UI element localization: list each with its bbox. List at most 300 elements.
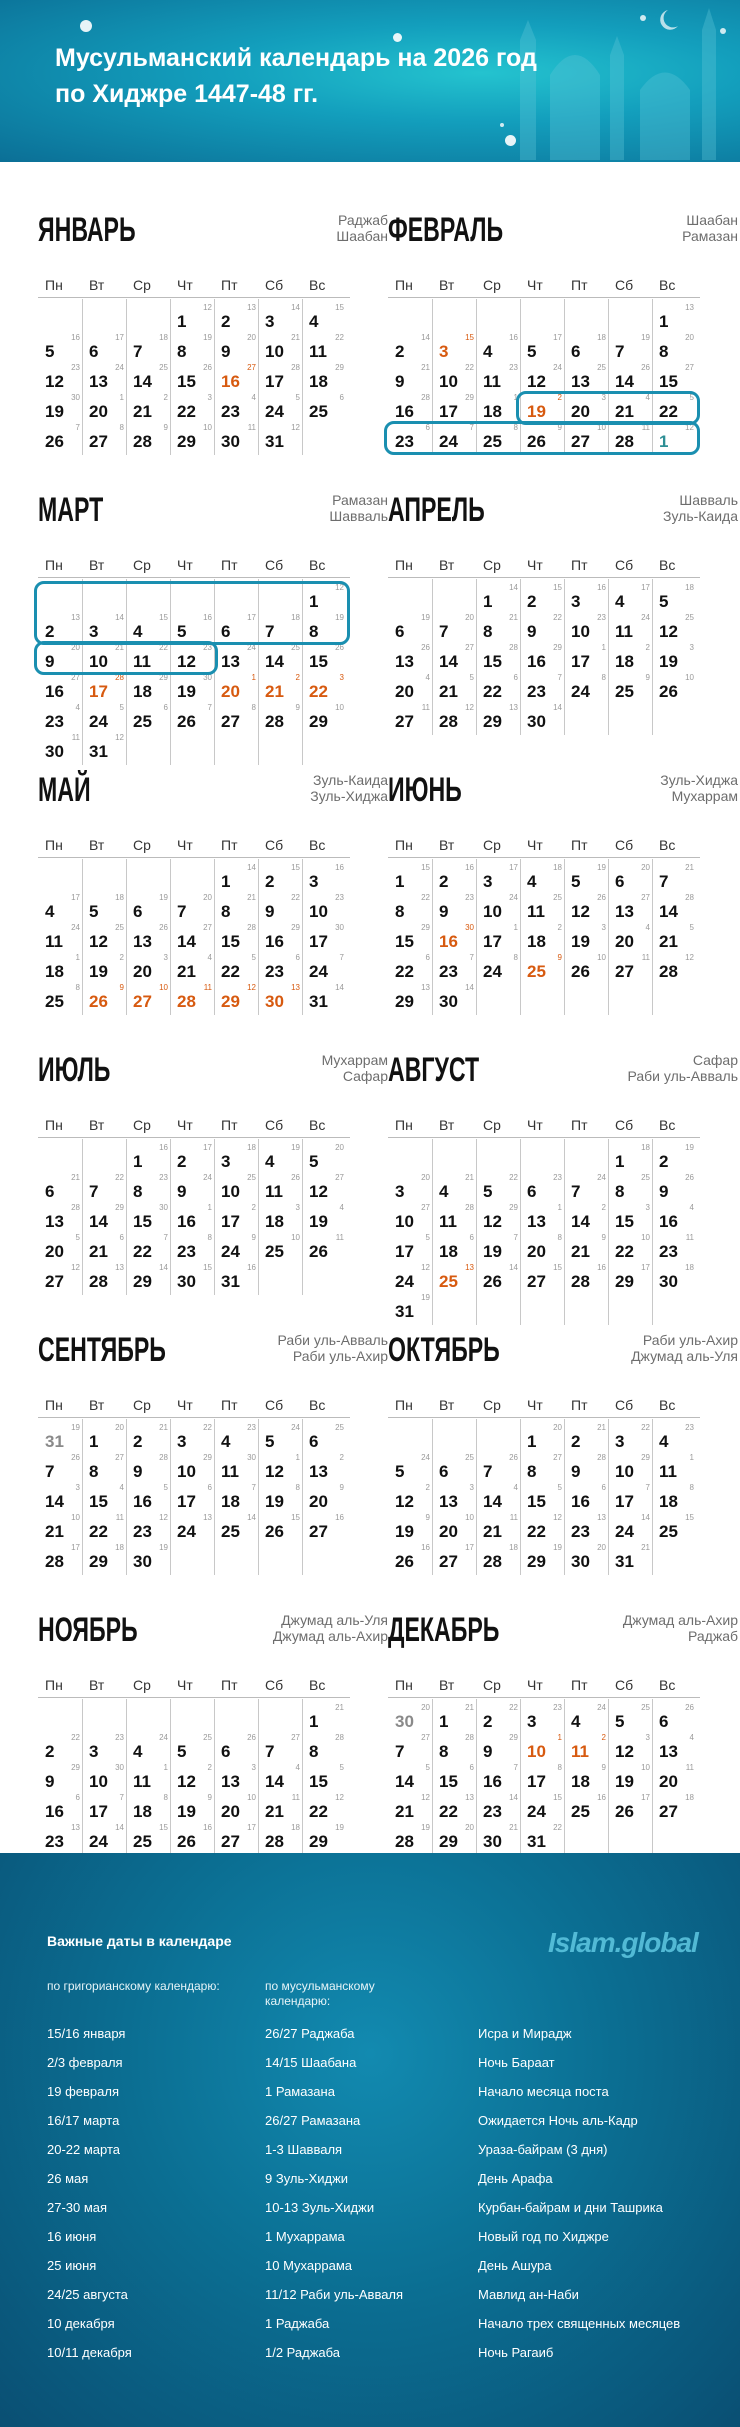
day-cell[interactable]	[126, 1543, 170, 1573]
day-cell[interactable]	[302, 1143, 346, 1173]
day-cell[interactable]	[564, 1513, 608, 1543]
day-cell[interactable]	[302, 1453, 346, 1483]
day-cell[interactable]	[388, 703, 432, 733]
day-cell[interactable]	[520, 1793, 564, 1823]
day-cell[interactable]	[126, 1513, 170, 1543]
day-cell[interactable]	[564, 1543, 608, 1573]
day-cell[interactable]	[214, 1513, 258, 1543]
day-cell[interactable]	[302, 333, 346, 363]
day-cell[interactable]	[476, 1513, 520, 1543]
day-cell[interactable]	[652, 1453, 696, 1483]
day-cell[interactable]	[214, 1823, 258, 1853]
day-cell[interactable]	[388, 953, 432, 983]
day-cell[interactable]	[564, 923, 608, 953]
day-cell[interactable]	[258, 1483, 302, 1513]
day-cell[interactable]	[432, 983, 476, 1013]
day-cell[interactable]	[170, 893, 214, 923]
day-cell[interactable]	[564, 333, 608, 363]
day-cell[interactable]	[520, 673, 564, 703]
day-cell[interactable]	[258, 923, 302, 953]
day-cell[interactable]	[608, 393, 652, 423]
day-cell[interactable]	[258, 953, 302, 983]
day-cell[interactable]	[170, 1233, 214, 1263]
day-cell[interactable]	[126, 893, 170, 923]
day-cell[interactable]	[432, 1703, 476, 1733]
day-cell[interactable]	[388, 1173, 432, 1203]
day-cell[interactable]	[82, 1763, 126, 1793]
day-cell[interactable]	[258, 1233, 302, 1263]
day-cell[interactable]	[432, 1483, 476, 1513]
day-cell[interactable]	[82, 333, 126, 363]
day-cell[interactable]	[214, 1233, 258, 1263]
day-cell[interactable]	[476, 583, 520, 613]
day-cell[interactable]	[564, 423, 608, 453]
day-cell[interactable]	[608, 643, 652, 673]
day-cell[interactable]	[126, 363, 170, 393]
day-cell[interactable]	[302, 643, 346, 673]
day-cell[interactable]	[258, 893, 302, 923]
day-cell[interactable]	[302, 303, 346, 333]
day-cell[interactable]	[652, 363, 696, 393]
day-cell[interactable]	[564, 363, 608, 393]
day-cell[interactable]	[608, 923, 652, 953]
day-cell[interactable]	[170, 1513, 214, 1543]
day-cell[interactable]	[302, 1203, 346, 1233]
day-cell[interactable]	[302, 1483, 346, 1513]
day-cell[interactable]	[38, 923, 82, 953]
day-cell[interactable]	[652, 423, 696, 453]
day-cell[interactable]	[652, 1203, 696, 1233]
day-cell[interactable]	[258, 1423, 302, 1453]
day-cell[interactable]	[214, 423, 258, 453]
day-cell[interactable]	[432, 333, 476, 363]
day-cell[interactable]	[38, 673, 82, 703]
day-cell[interactable]	[520, 1483, 564, 1513]
day-cell[interactable]	[476, 1733, 520, 1763]
day-cell[interactable]	[520, 363, 564, 393]
day-cell[interactable]	[564, 1483, 608, 1513]
day-cell[interactable]	[388, 1763, 432, 1793]
day-cell[interactable]	[564, 1763, 608, 1793]
day-cell[interactable]	[258, 1793, 302, 1823]
day-cell[interactable]	[170, 613, 214, 643]
day-cell[interactable]	[432, 423, 476, 453]
day-cell[interactable]	[82, 923, 126, 953]
day-cell[interactable]	[388, 1513, 432, 1543]
day-cell[interactable]	[608, 363, 652, 393]
day-cell[interactable]	[388, 1543, 432, 1573]
day-cell[interactable]	[302, 613, 346, 643]
day-cell[interactable]	[564, 863, 608, 893]
day-cell[interactable]	[126, 1203, 170, 1233]
day-cell[interactable]	[214, 303, 258, 333]
day-cell[interactable]	[302, 1823, 346, 1853]
day-cell[interactable]	[388, 613, 432, 643]
day-cell[interactable]	[652, 1793, 696, 1823]
day-cell[interactable]	[302, 1733, 346, 1763]
day-cell[interactable]	[608, 953, 652, 983]
day-cell[interactable]	[38, 1793, 82, 1823]
day-cell[interactable]	[476, 333, 520, 363]
day-cell[interactable]	[520, 953, 564, 983]
day-cell[interactable]	[38, 1823, 82, 1853]
day-cell[interactable]	[476, 1233, 520, 1263]
day-cell[interactable]	[258, 1173, 302, 1203]
day-cell[interactable]	[38, 333, 82, 363]
day-cell[interactable]	[170, 923, 214, 953]
day-cell[interactable]	[38, 1733, 82, 1763]
day-cell[interactable]	[214, 1143, 258, 1173]
day-cell[interactable]	[388, 893, 432, 923]
day-cell[interactable]	[432, 1733, 476, 1763]
day-cell[interactable]	[126, 423, 170, 453]
day-cell[interactable]	[214, 703, 258, 733]
day-cell[interactable]	[652, 1233, 696, 1263]
day-cell[interactable]	[38, 1513, 82, 1543]
day-cell[interactable]	[302, 1233, 346, 1263]
day-cell[interactable]	[476, 703, 520, 733]
day-cell[interactable]	[170, 1203, 214, 1233]
day-cell[interactable]	[388, 423, 432, 453]
day-cell[interactable]	[126, 1733, 170, 1763]
day-cell[interactable]	[126, 983, 170, 1013]
day-cell[interactable]	[564, 953, 608, 983]
day-cell[interactable]	[82, 1423, 126, 1453]
day-cell[interactable]	[214, 923, 258, 953]
day-cell[interactable]	[126, 1233, 170, 1263]
day-cell[interactable]	[126, 1823, 170, 1853]
day-cell[interactable]	[258, 363, 302, 393]
day-cell[interactable]	[126, 673, 170, 703]
day-cell[interactable]	[476, 863, 520, 893]
day-cell[interactable]	[214, 1423, 258, 1453]
day-cell[interactable]	[82, 643, 126, 673]
day-cell[interactable]	[564, 613, 608, 643]
day-cell[interactable]	[608, 1703, 652, 1733]
day-cell[interactable]	[126, 1143, 170, 1173]
day-cell[interactable]	[476, 1483, 520, 1513]
day-cell[interactable]	[214, 983, 258, 1013]
day-cell[interactable]	[38, 983, 82, 1013]
day-cell[interactable]	[258, 703, 302, 733]
day-cell[interactable]	[214, 673, 258, 703]
day-cell[interactable]	[388, 1263, 432, 1293]
day-cell[interactable]	[432, 953, 476, 983]
day-cell[interactable]	[214, 1263, 258, 1293]
day-cell[interactable]	[520, 393, 564, 423]
day-cell[interactable]	[82, 893, 126, 923]
day-cell[interactable]	[608, 1203, 652, 1233]
day-cell[interactable]	[608, 1793, 652, 1823]
day-cell[interactable]	[520, 863, 564, 893]
day-cell[interactable]	[432, 1263, 476, 1293]
day-cell[interactable]	[564, 1453, 608, 1483]
day-cell[interactable]	[126, 703, 170, 733]
day-cell[interactable]	[520, 643, 564, 673]
day-cell[interactable]	[652, 393, 696, 423]
day-cell[interactable]	[432, 893, 476, 923]
day-cell[interactable]	[302, 1703, 346, 1733]
day-cell[interactable]	[476, 1763, 520, 1793]
day-cell[interactable]	[38, 393, 82, 423]
day-cell[interactable]	[476, 393, 520, 423]
day-cell[interactable]	[82, 1483, 126, 1513]
day-cell[interactable]	[82, 1733, 126, 1763]
day-cell[interactable]	[82, 1453, 126, 1483]
day-cell[interactable]	[564, 893, 608, 923]
day-cell[interactable]	[126, 1453, 170, 1483]
day-cell[interactable]	[388, 1823, 432, 1853]
day-cell[interactable]	[432, 1173, 476, 1203]
day-cell[interactable]	[564, 583, 608, 613]
day-cell[interactable]	[564, 643, 608, 673]
day-cell[interactable]	[652, 1483, 696, 1513]
day-cell[interactable]	[82, 1203, 126, 1233]
day-cell[interactable]	[82, 1543, 126, 1573]
day-cell[interactable]	[388, 983, 432, 1013]
day-cell[interactable]	[258, 643, 302, 673]
day-cell[interactable]	[520, 1513, 564, 1543]
day-cell[interactable]	[302, 393, 346, 423]
day-cell[interactable]	[608, 1143, 652, 1173]
day-cell[interactable]	[82, 1823, 126, 1853]
day-cell[interactable]	[520, 423, 564, 453]
day-cell[interactable]	[170, 1733, 214, 1763]
day-cell[interactable]	[170, 983, 214, 1013]
day-cell[interactable]	[214, 1763, 258, 1793]
day-cell[interactable]	[608, 1543, 652, 1573]
day-cell[interactable]	[388, 923, 432, 953]
day-cell[interactable]	[214, 863, 258, 893]
day-cell[interactable]	[388, 1703, 432, 1733]
day-cell[interactable]	[302, 1173, 346, 1203]
day-cell[interactable]	[38, 1543, 82, 1573]
day-cell[interactable]	[82, 673, 126, 703]
day-cell[interactable]	[652, 613, 696, 643]
day-cell[interactable]	[258, 333, 302, 363]
day-cell[interactable]	[258, 1823, 302, 1853]
day-cell[interactable]	[126, 1793, 170, 1823]
day-cell[interactable]	[388, 1233, 432, 1263]
day-cell[interactable]	[520, 703, 564, 733]
day-cell[interactable]	[564, 1263, 608, 1293]
day-cell[interactable]	[476, 673, 520, 703]
day-cell[interactable]	[258, 613, 302, 643]
day-cell[interactable]	[38, 613, 82, 643]
day-cell[interactable]	[652, 1733, 696, 1763]
day-cell[interactable]	[82, 953, 126, 983]
day-cell[interactable]	[476, 923, 520, 953]
day-cell[interactable]	[432, 1543, 476, 1573]
day-cell[interactable]	[608, 613, 652, 643]
day-cell[interactable]	[170, 333, 214, 363]
day-cell[interactable]	[126, 333, 170, 363]
day-cell[interactable]	[38, 1263, 82, 1293]
day-cell[interactable]	[388, 1483, 432, 1513]
day-cell[interactable]	[432, 863, 476, 893]
day-cell[interactable]	[652, 893, 696, 923]
day-cell[interactable]	[432, 393, 476, 423]
day-cell[interactable]	[170, 1453, 214, 1483]
day-cell[interactable]	[214, 1203, 258, 1233]
day-cell[interactable]	[476, 1703, 520, 1733]
day-cell[interactable]	[82, 423, 126, 453]
day-cell[interactable]	[608, 673, 652, 703]
day-cell[interactable]	[82, 393, 126, 423]
day-cell[interactable]	[214, 893, 258, 923]
day-cell[interactable]	[520, 1203, 564, 1233]
day-cell[interactable]	[564, 393, 608, 423]
day-cell[interactable]	[38, 893, 82, 923]
day-cell[interactable]	[476, 1203, 520, 1233]
day-cell[interactable]	[258, 1143, 302, 1173]
day-cell[interactable]	[520, 583, 564, 613]
day-cell[interactable]	[258, 983, 302, 1013]
day-cell[interactable]	[38, 953, 82, 983]
day-cell[interactable]	[214, 613, 258, 643]
day-cell[interactable]	[38, 363, 82, 393]
day-cell[interactable]	[82, 613, 126, 643]
day-cell[interactable]	[258, 673, 302, 703]
day-cell[interactable]	[652, 1173, 696, 1203]
day-cell[interactable]	[302, 1423, 346, 1453]
day-cell[interactable]	[652, 1703, 696, 1733]
day-cell[interactable]	[432, 1453, 476, 1483]
day-cell[interactable]	[520, 893, 564, 923]
day-cell[interactable]	[388, 643, 432, 673]
day-cell[interactable]	[126, 1763, 170, 1793]
day-cell[interactable]	[170, 1263, 214, 1293]
day-cell[interactable]	[126, 1423, 170, 1453]
day-cell[interactable]	[170, 643, 214, 673]
day-cell[interactable]	[170, 953, 214, 983]
day-cell[interactable]	[388, 393, 432, 423]
day-cell[interactable]	[432, 363, 476, 393]
day-cell[interactable]	[214, 363, 258, 393]
day-cell[interactable]	[564, 1233, 608, 1263]
day-cell[interactable]	[38, 703, 82, 733]
day-cell[interactable]	[214, 1793, 258, 1823]
day-cell[interactable]	[38, 1173, 82, 1203]
day-cell[interactable]	[388, 673, 432, 703]
day-cell[interactable]	[82, 1793, 126, 1823]
day-cell[interactable]	[302, 363, 346, 393]
day-cell[interactable]	[126, 1483, 170, 1513]
day-cell[interactable]	[432, 1513, 476, 1543]
day-cell[interactable]	[520, 1453, 564, 1483]
day-cell[interactable]	[82, 1263, 126, 1293]
day-cell[interactable]	[476, 893, 520, 923]
day-cell[interactable]	[520, 1173, 564, 1203]
day-cell[interactable]	[302, 863, 346, 893]
day-cell[interactable]	[608, 333, 652, 363]
day-cell[interactable]	[652, 583, 696, 613]
day-cell[interactable]	[564, 673, 608, 703]
day-cell[interactable]	[170, 1763, 214, 1793]
day-cell[interactable]	[214, 333, 258, 363]
day-cell[interactable]	[652, 1143, 696, 1173]
day-cell[interactable]	[476, 953, 520, 983]
day-cell[interactable]	[608, 583, 652, 613]
day-cell[interactable]	[520, 1543, 564, 1573]
day-cell[interactable]	[476, 1263, 520, 1293]
day-cell[interactable]	[214, 1453, 258, 1483]
day-cell[interactable]	[476, 1543, 520, 1573]
day-cell[interactable]	[520, 1423, 564, 1453]
day-cell[interactable]	[652, 923, 696, 953]
day-cell[interactable]	[520, 1733, 564, 1763]
day-cell[interactable]	[38, 643, 82, 673]
day-cell[interactable]	[652, 333, 696, 363]
day-cell[interactable]	[388, 333, 432, 363]
day-cell[interactable]	[608, 1173, 652, 1203]
day-cell[interactable]	[126, 923, 170, 953]
day-cell[interactable]	[170, 303, 214, 333]
day-cell[interactable]	[564, 1423, 608, 1453]
day-cell[interactable]	[82, 1513, 126, 1543]
day-cell[interactable]	[520, 333, 564, 363]
day-cell[interactable]	[302, 673, 346, 703]
day-cell[interactable]	[652, 673, 696, 703]
day-cell[interactable]	[38, 1453, 82, 1483]
day-cell[interactable]	[564, 1203, 608, 1233]
day-cell[interactable]	[82, 363, 126, 393]
day-cell[interactable]	[652, 1763, 696, 1793]
day-cell[interactable]	[214, 953, 258, 983]
day-cell[interactable]	[170, 1173, 214, 1203]
day-cell[interactable]	[652, 1423, 696, 1453]
day-cell[interactable]	[388, 863, 432, 893]
day-cell[interactable]	[302, 923, 346, 953]
day-cell[interactable]	[608, 1423, 652, 1453]
day-cell[interactable]	[432, 643, 476, 673]
day-cell[interactable]	[258, 863, 302, 893]
day-cell[interactable]	[258, 393, 302, 423]
day-cell[interactable]	[388, 1203, 432, 1233]
day-cell[interactable]	[214, 643, 258, 673]
day-cell[interactable]	[520, 613, 564, 643]
day-cell[interactable]	[170, 1823, 214, 1853]
day-cell[interactable]	[214, 393, 258, 423]
day-cell[interactable]	[38, 1233, 82, 1263]
day-cell[interactable]	[432, 613, 476, 643]
day-cell[interactable]	[302, 893, 346, 923]
day-cell[interactable]	[476, 1173, 520, 1203]
day-cell[interactable]	[520, 1703, 564, 1733]
day-cell[interactable]	[258, 423, 302, 453]
day-cell[interactable]	[608, 863, 652, 893]
day-cell[interactable]	[476, 1823, 520, 1853]
day-cell[interactable]	[652, 953, 696, 983]
day-cell[interactable]	[608, 1763, 652, 1793]
day-cell[interactable]	[476, 1793, 520, 1823]
day-cell[interactable]	[38, 1423, 82, 1453]
day-cell[interactable]	[388, 1733, 432, 1763]
day-cell[interactable]	[564, 1173, 608, 1203]
day-cell[interactable]	[170, 703, 214, 733]
day-cell[interactable]	[520, 1263, 564, 1293]
day-cell[interactable]	[258, 1203, 302, 1233]
day-cell[interactable]	[38, 1763, 82, 1793]
day-cell[interactable]	[126, 613, 170, 643]
day-cell[interactable]	[126, 1263, 170, 1293]
day-cell[interactable]	[38, 423, 82, 453]
day-cell[interactable]	[432, 1823, 476, 1853]
day-cell[interactable]	[432, 1763, 476, 1793]
day-cell[interactable]	[608, 1453, 652, 1483]
day-cell[interactable]	[214, 1483, 258, 1513]
day-cell[interactable]	[564, 1733, 608, 1763]
